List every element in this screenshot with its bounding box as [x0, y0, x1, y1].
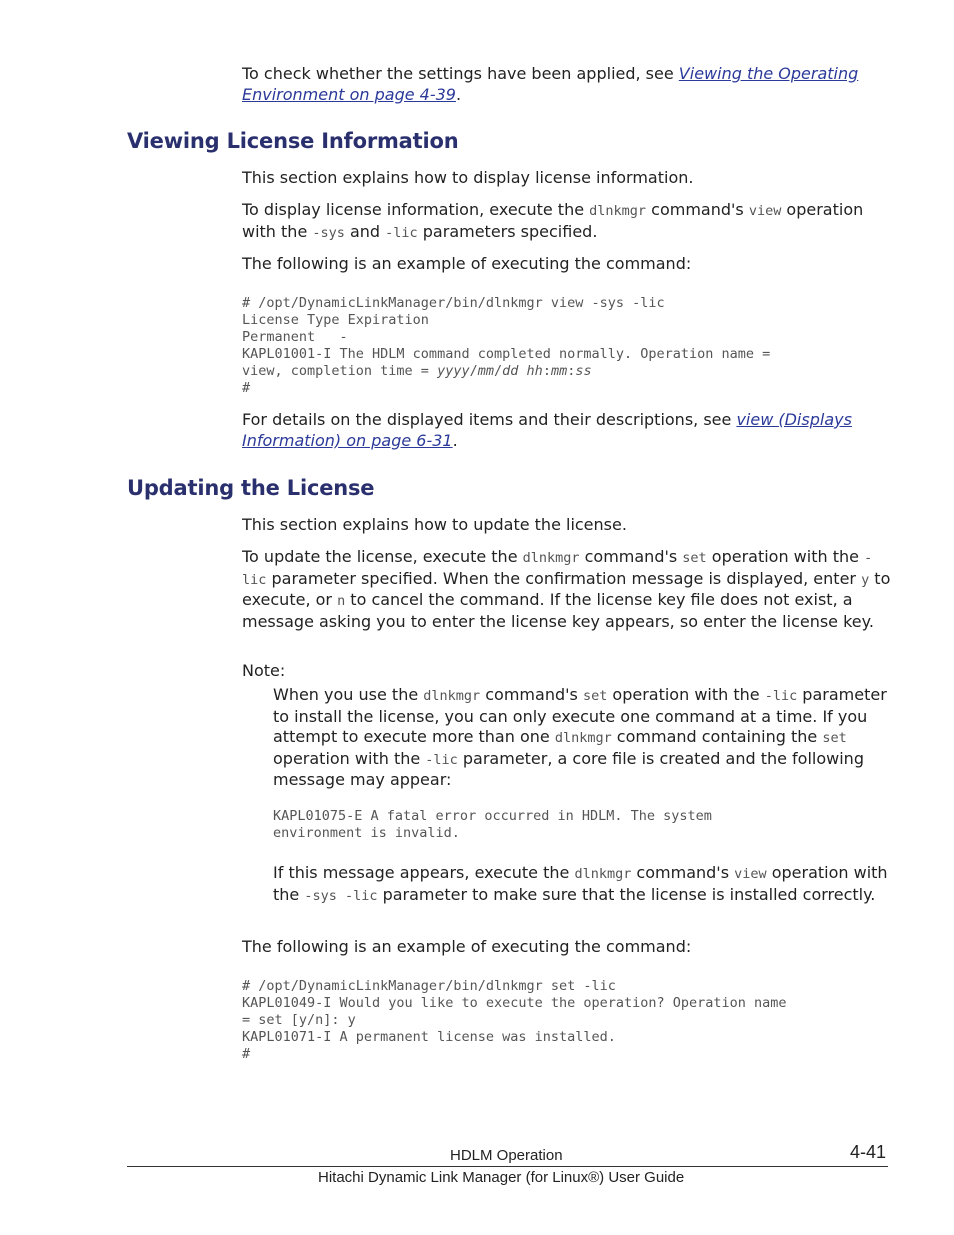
inline-code: -lic [242, 550, 873, 588]
text: and [344, 221, 386, 241]
inline-code: -lic [385, 224, 418, 241]
code-block-fatal-error [273, 808, 712, 842]
inline-code: dlnkmgr [574, 866, 632, 882]
text: operation with the [273, 748, 426, 768]
section2-paragraph-1: This section explains how to update the license. [242, 515, 627, 534]
code-line: KAPL01049-I Would you like to execute the operation? Operation name [242, 995, 787, 1011]
inline-code: -lic [764, 688, 798, 704]
inline-code: n [337, 593, 346, 609]
code-var: ss [575, 363, 592, 379]
code-line: = set [y/n]: y [242, 1012, 356, 1028]
code-line: KAPL01075-E A fatal error occurred in HDLM. The system [273, 808, 712, 824]
text: to execute, or [242, 568, 891, 609]
footer-book-title: Hitachi Dynamic Link Manager (for Linux®) User Guide [318, 1169, 685, 1186]
section1-paragraph-2 [242, 200, 892, 243]
intro-text: To check whether the settings have been applied, see [242, 64, 679, 83]
inline-code: y [861, 571, 870, 588]
code-sep: : [542, 363, 551, 379]
intro-period: . [455, 84, 462, 104]
footer-chapter: HDLM Operation [450, 1147, 563, 1164]
code-var: mm [477, 363, 494, 379]
inline-code: set [822, 730, 847, 746]
code-line: KAPL01001-I The HDLM command completed normally. Operation name = [242, 346, 771, 362]
code-line: # /opt/DynamicLinkManager/bin/dlnkmgr view -sys -lic [242, 295, 665, 311]
code-line: # [242, 380, 251, 396]
code-sep: / [494, 363, 503, 379]
code-sep: / [469, 363, 478, 379]
inline-code: view [748, 203, 782, 219]
text: parameter to make sure that the license is installed correctly. [377, 884, 876, 904]
text: operation with the [242, 200, 864, 241]
inline-code: dlnkmgr [589, 203, 647, 219]
text: operation with the [273, 863, 888, 904]
code-line: environment is invalid. [273, 825, 460, 841]
text: parameters specified. [417, 221, 598, 241]
section1-paragraph-4 [242, 410, 892, 451]
text: command's [480, 685, 583, 704]
code-sep [518, 363, 526, 379]
text: operation with the [706, 547, 865, 566]
code-var: dd [502, 363, 519, 379]
text: For details on the displayed items and their descriptions, see [242, 410, 737, 429]
text: parameter specified. When the confirmation message is displayed, enter [266, 568, 862, 588]
inline-code: set [582, 688, 608, 704]
section2-paragraph-2 [242, 547, 892, 632]
code-var: yyyy [437, 363, 470, 379]
note-paragraph-1 [273, 685, 893, 791]
section2-paragraph-3: The following is an example of executing the command: [242, 937, 692, 956]
footer-page-number: 4-41 [850, 1142, 887, 1162]
inline-code: -sys -lic [304, 887, 378, 904]
section-title-viewing-license: Viewing License Information [127, 129, 459, 153]
code-var: hh [526, 363, 543, 379]
code-line: Permanent - [242, 329, 348, 345]
text: operation with the [607, 685, 765, 704]
code-line: # [242, 1046, 251, 1062]
text: To update the license, execute the [242, 547, 523, 566]
inline-code: view [734, 866, 767, 882]
section-title-updating-license: Updating the License [127, 476, 375, 500]
intro-paragraph [242, 64, 892, 105]
note-paragraph-2 [273, 863, 893, 906]
inline-code: set [682, 550, 707, 566]
text: command's [631, 863, 735, 882]
code-block-view-license [242, 295, 770, 397]
text: When you use the [273, 685, 424, 704]
link-viewing-operating-environment[interactable]: Viewing the Operating Environment on page 4-39 [242, 64, 859, 104]
section1-paragraph-3: The following is an example of executing the command: [242, 254, 692, 273]
text: command containing the [611, 727, 823, 746]
code-line: view, completion time = [242, 363, 438, 379]
text: parameter to install the license, you can only execute one command at a time. If you attempt to execute more than one [273, 685, 887, 746]
code-sep: : [567, 363, 576, 379]
section1-paragraph-1: This section explains how to display license information. [242, 168, 694, 187]
text: parameter, a core file is created and the following message may appear: [273, 748, 864, 789]
footer-divider [127, 1166, 888, 1167]
text: . [452, 430, 458, 450]
text: command's [646, 200, 749, 219]
inline-code: -sys [312, 224, 345, 241]
code-line: License Type Expiration [242, 312, 429, 328]
note-label: Note: [242, 661, 286, 680]
inline-code: dlnkmgr [423, 688, 481, 704]
code-line: # /opt/DynamicLinkManager/bin/dlnkmgr set -lic [242, 978, 616, 994]
text: If this message appears, execute the [273, 863, 575, 882]
code-block-set-license [242, 978, 787, 1063]
code-line: KAPL01071-I A permanent license was installed. [242, 1029, 616, 1045]
code-var: mm [550, 363, 568, 379]
inline-code: -lic [425, 751, 458, 768]
link-view-displays-information[interactable]: view (Displays Information) on page 6-31 [242, 410, 852, 450]
text: command's [579, 547, 683, 566]
inline-code: dlnkmgr [522, 550, 580, 566]
text: To display license information, execute the [242, 200, 590, 219]
text: to cancel the command. If the license key file does not exist, a message asking you to enter the license key appears, so enter the license key. [242, 590, 874, 631]
inline-code: dlnkmgr [554, 730, 612, 746]
